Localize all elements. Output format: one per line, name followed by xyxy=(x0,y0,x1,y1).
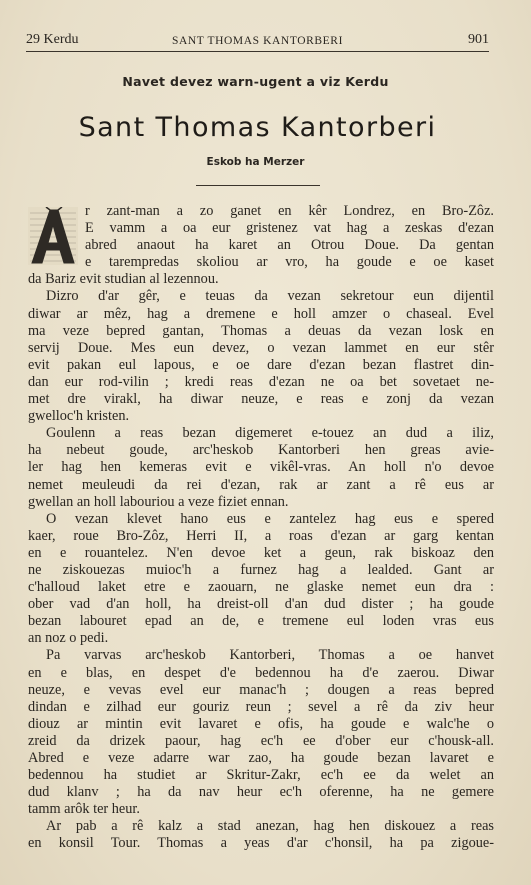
body-line: kaer, roue Bro-Zôz, Herri II, a roas d'ezan ar garg kentan xyxy=(28,527,494,544)
body-line: diwar ar mêz, hag a dremene e holl amzer o chaseal. Evel xyxy=(28,305,494,322)
running-head-title: SANT THOMAS KANTORBERI xyxy=(171,35,344,47)
running-head-date: 29 Kerdu xyxy=(26,32,79,47)
body-line: Abred e veze adarre war zao, ha goude bezan lavaret e xyxy=(28,750,494,766)
body-line: gwelloc'h kristen. xyxy=(28,408,130,425)
body-line: ma veze bepred gantan, Thomas a deuas da vezan losk en xyxy=(28,322,494,339)
body-line: dud klanv ; ha da nav heur ec'h oferenne, ha ne gemere xyxy=(28,784,494,801)
body-line: E vamm a oa eur gristenez vat hag a zeskas d'ezan xyxy=(85,220,494,237)
running-head xyxy=(26,31,489,49)
body-line: servij Doue. Mes eun devez, o vezan lammet en eur stêr xyxy=(28,339,494,356)
body-line: dan eur rod-vilin ; kredi reas d'ezan ne oa bet sovetaet ne- xyxy=(28,373,494,390)
body-line: bedennou ha studiet ar Skritur-Zakr, ec'h ee da welet an xyxy=(28,767,494,784)
body-line: diouz ar mintin evit lavaret e ofis, ha goude e walc'he o xyxy=(28,715,494,732)
body-line: en konsil Tour. Thomas a yeas d'ar c'honsil, ha pa zigoue- xyxy=(28,835,494,852)
body-line: Pa varvas arc'heskob Kantorberi, Thomas a oe hanvet xyxy=(46,647,494,664)
title-rule xyxy=(196,185,320,186)
body-line: ler hag hen kemeras evit e vikêl-vras. An holl n'o devoe xyxy=(28,459,494,476)
body-line: r zant-man a zo ganet en kêr Londrez, en Bro-Zôz. xyxy=(85,203,494,219)
header-rule xyxy=(26,51,489,52)
body-line: O vezan klevet hano eus e zantelez hag eus e spered xyxy=(46,510,494,527)
body-line: an noz o pedi. xyxy=(28,630,109,647)
article-byline: Eskob ha Merzer xyxy=(206,156,305,168)
body-line: neuze, e vevas evel eur manac'h ; dougen a reas bepred xyxy=(28,681,494,698)
article-body xyxy=(28,203,494,853)
body-line: met dre virakl, ha diwar neuze, e reas e zonj da vezan xyxy=(28,391,494,408)
body-line: Dizro d'ar gêr, e teuas da vezan sekretour eun dijentil xyxy=(46,288,494,305)
body-line: ober vad d'an holl, ha dreist-oll d'an dud dister ; ha goude xyxy=(28,596,494,613)
body-line: abred anaout ha karet an Otrou Doue. Da gentan xyxy=(85,237,494,254)
body-line: ha nebeut goude, arc'heskob Kantorberi hen greas avie- xyxy=(28,442,494,459)
body-line: tamm arôk ter heur. xyxy=(28,801,140,818)
body-line: evit pakan eul lapous, e oe dare d'ezan bezan flastret din- xyxy=(28,356,494,373)
body-line: Ar pab a rê kalz a stad anezan, hag hen diskouez a reas xyxy=(46,818,494,835)
body-line: bezan labouret epad an de, e tremene eul loden vras eus xyxy=(28,613,494,630)
article-title: Sant Thomas Kantorberi xyxy=(78,112,437,143)
body-line: en e blas, en despet d'e bedennou ha d'e zaerou. Diwar xyxy=(28,664,494,681)
body-line: c'halloud laket etre e zaouarn, ne glaske nemet eun dra : xyxy=(28,579,494,596)
page-number: 901 xyxy=(468,32,489,47)
body-line: nemet meuleudi da rei d'ezan, rak ar zant a rê eus ar xyxy=(28,476,494,493)
body-line: ne ziskouezas muioc'h a furnez hag a lealded. Gant ar xyxy=(28,561,494,578)
body-line: e tarempredas skoliou ar vro, ha goude e oe kaset xyxy=(85,254,494,271)
article-subtitle: Navet devez warn-ugent a viz Kerdu xyxy=(122,74,389,89)
body-line: da Bariz evit studian al lezennou. xyxy=(28,271,219,288)
body-line: dindan e zilhad eur gouriz reun ; sevel a rê da ziv heur xyxy=(28,698,494,715)
body-line: Goulenn a reas bezan digemeret e-touez an dud a iliz, xyxy=(46,425,494,442)
body-line: en e rouantelez. N'en devoe ket a geun, rak biskoaz den xyxy=(28,544,494,561)
body-line: gwellan an holl labouriou a veze fiziet ennan. xyxy=(28,493,289,510)
body-line: zreid da drizek paour, hag ec'h ee d'ober eur c'housk-all. xyxy=(28,732,494,749)
